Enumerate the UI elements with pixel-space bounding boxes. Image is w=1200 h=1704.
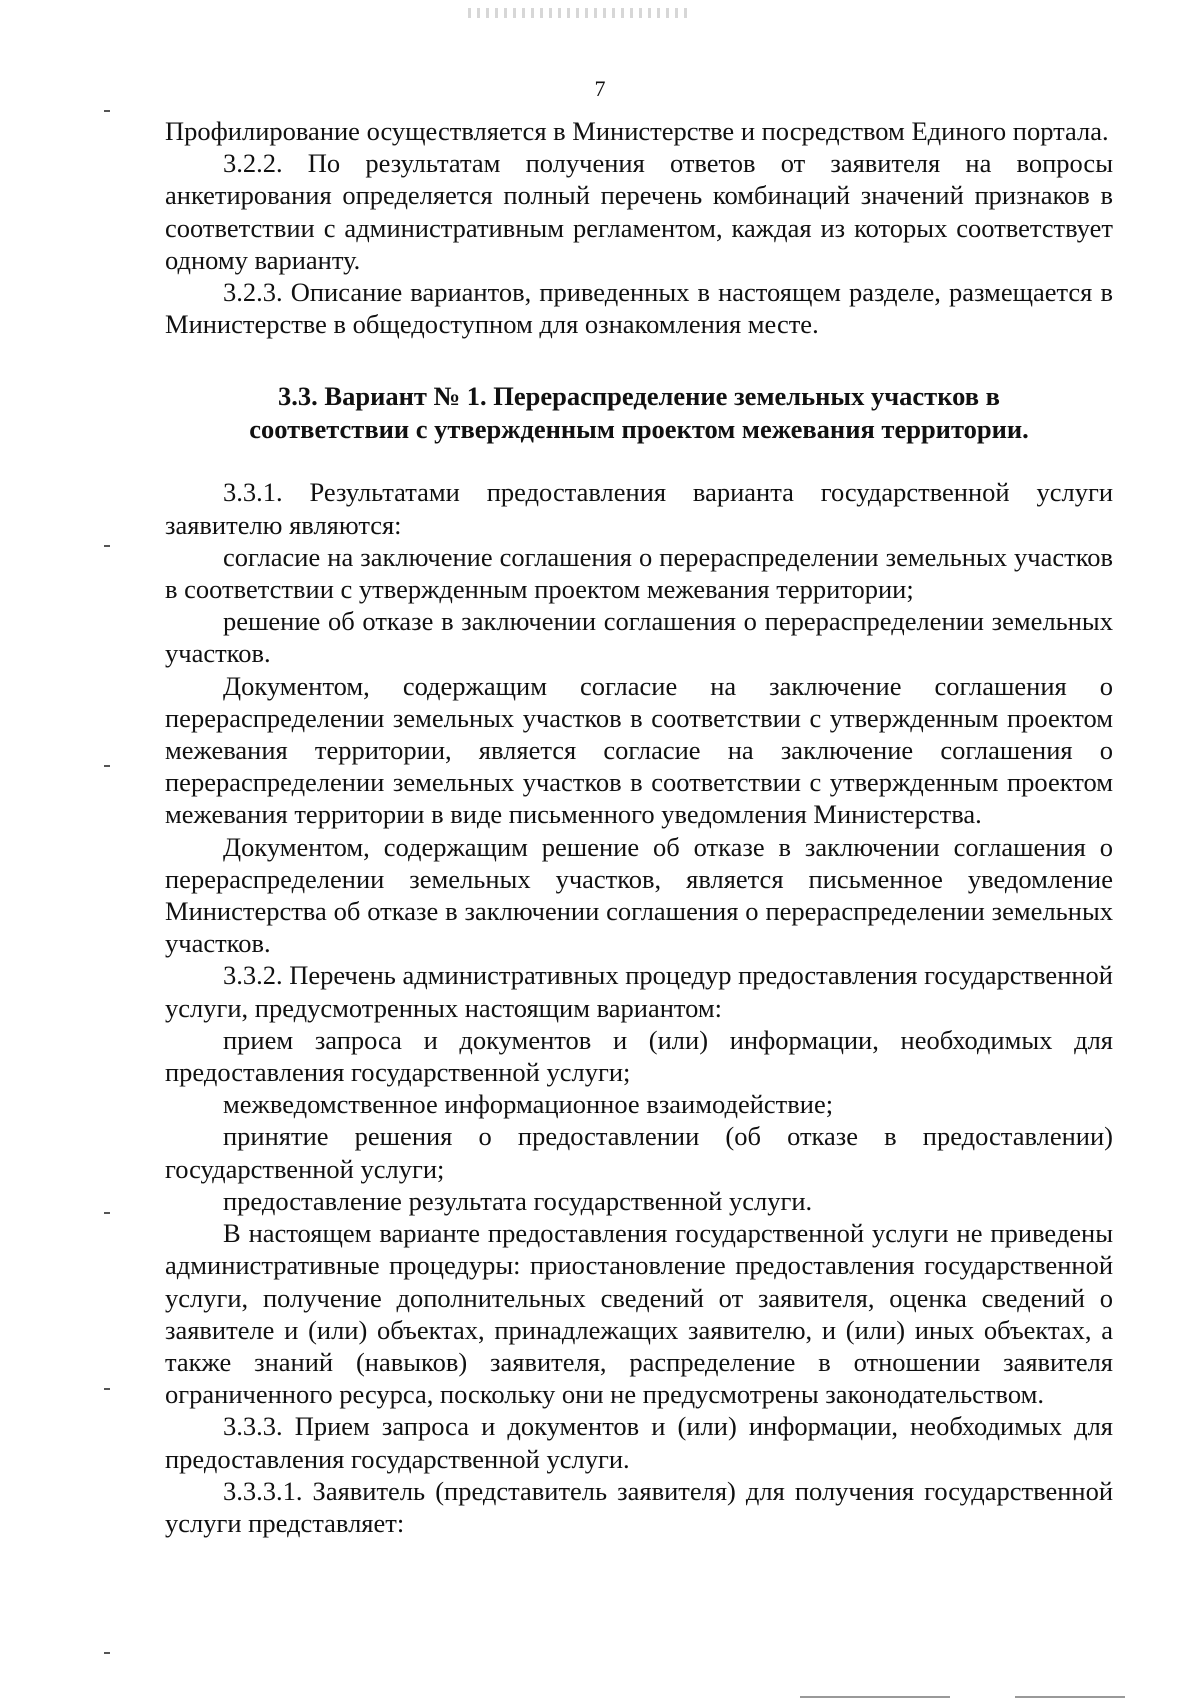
paragraph: В настоящем варианте предоставления государственной услуги не приведены административные процедуры: приостановление предоставления государственной услуги, получение дополнительных сведений от заявителя, оценка сведений о заявителе и (или) объектах, принадлежащих заявителю, и (или) иных объектах, а также знаний (навыков) заявителя, распределение в отношении заявителя ограниченного ресурса, поскольку они не предусмотрены законодательством. [165, 1218, 1113, 1410]
paragraph: 3.3.1. Результатами предоставления варианта государственной услуги заявителю являются: [165, 477, 1113, 540]
paragraph: 3.3.3. Прием запроса и документов и (или) информации, необходимых для предоставления государственной услуги. [165, 1411, 1113, 1474]
scan-edge-line [800, 1696, 950, 1698]
scan-artifact [468, 8, 688, 18]
document-body [165, 115, 1113, 1539]
paragraph: принятие решения о предоставлении (об отказе в предоставлении) государственной услуги; [165, 1121, 1113, 1184]
paragraph: 3.2.2. По результатам получения ответов от заявителя на вопросы анкетирования определяется полный перечень комбинаций значений признаков в соответствии с административным регламентом, каждая из которых соответствует одному варианту. [165, 148, 1113, 275]
paragraph: предоставление результата государственной услуги. [223, 1185, 813, 1216]
margin-mark [104, 1212, 110, 1214]
margin-mark [104, 110, 110, 112]
margin-mark [104, 765, 110, 767]
paragraph: Документом, содержащим решение об отказе в заключении соглашения о перераспределении земельных участков, является письменное уведомление Министерства об отказе в заключении соглашения о перераспределении земельных участков. [165, 831, 1113, 959]
paragraph: Профилирование осуществляется в Министерстве и посредством Единого портала. [165, 116, 1109, 146]
page-number: 7 [594, 76, 606, 101]
paragraph: решение об отказе в заключении соглашения о перераспределении земельных участков. [165, 606, 1113, 669]
paragraph: согласие на заключение соглашения о перераспределении земельных участков в соответствии с утвержденным проектом межевания территории; [165, 541, 1113, 605]
margin-mark [104, 1388, 110, 1390]
margin-mark [104, 1652, 110, 1654]
paragraph: прием запроса и документов и (или) информации, необходимых для предоставления государственной услуги; [165, 1024, 1113, 1088]
paragraph: 3.2.3. Описание вариантов, приведенных в настоящем разделе, размещается в Министерстве в общедоступном для ознакомления месте. [165, 277, 1113, 340]
paragraph: Документом, содержащим согласие на заключение соглашения о перераспределении земельных участков в соответствии с утвержденным проектом межевания территории, является согласие на заключение соглашения о перераспределении земельных участков в соответствии с утвержденным проектом межевания территории в виде письменного уведомления Министерства. [165, 670, 1113, 830]
section-heading [165, 380, 1113, 446]
paragraph: 3.3.2. Перечень административных процедур предоставления государственной услуги, предусмотренных настоящим вариантом: [165, 960, 1113, 1023]
paragraph: межведомственное информационное взаимодействие; [223, 1089, 834, 1120]
paragraph: 3.3.3.1. Заявитель (представитель заявителя) для получения государственной услуги представляет: [165, 1475, 1113, 1538]
section-heading-line: соответствии с утвержденным проектом межевания территории. [249, 414, 1029, 445]
margin-mark [104, 545, 110, 547]
scan-edge-line [1015, 1696, 1125, 1698]
section-heading-line: 3.3. Вариант № 1. Перераспределение земельных участков в [278, 381, 1000, 412]
